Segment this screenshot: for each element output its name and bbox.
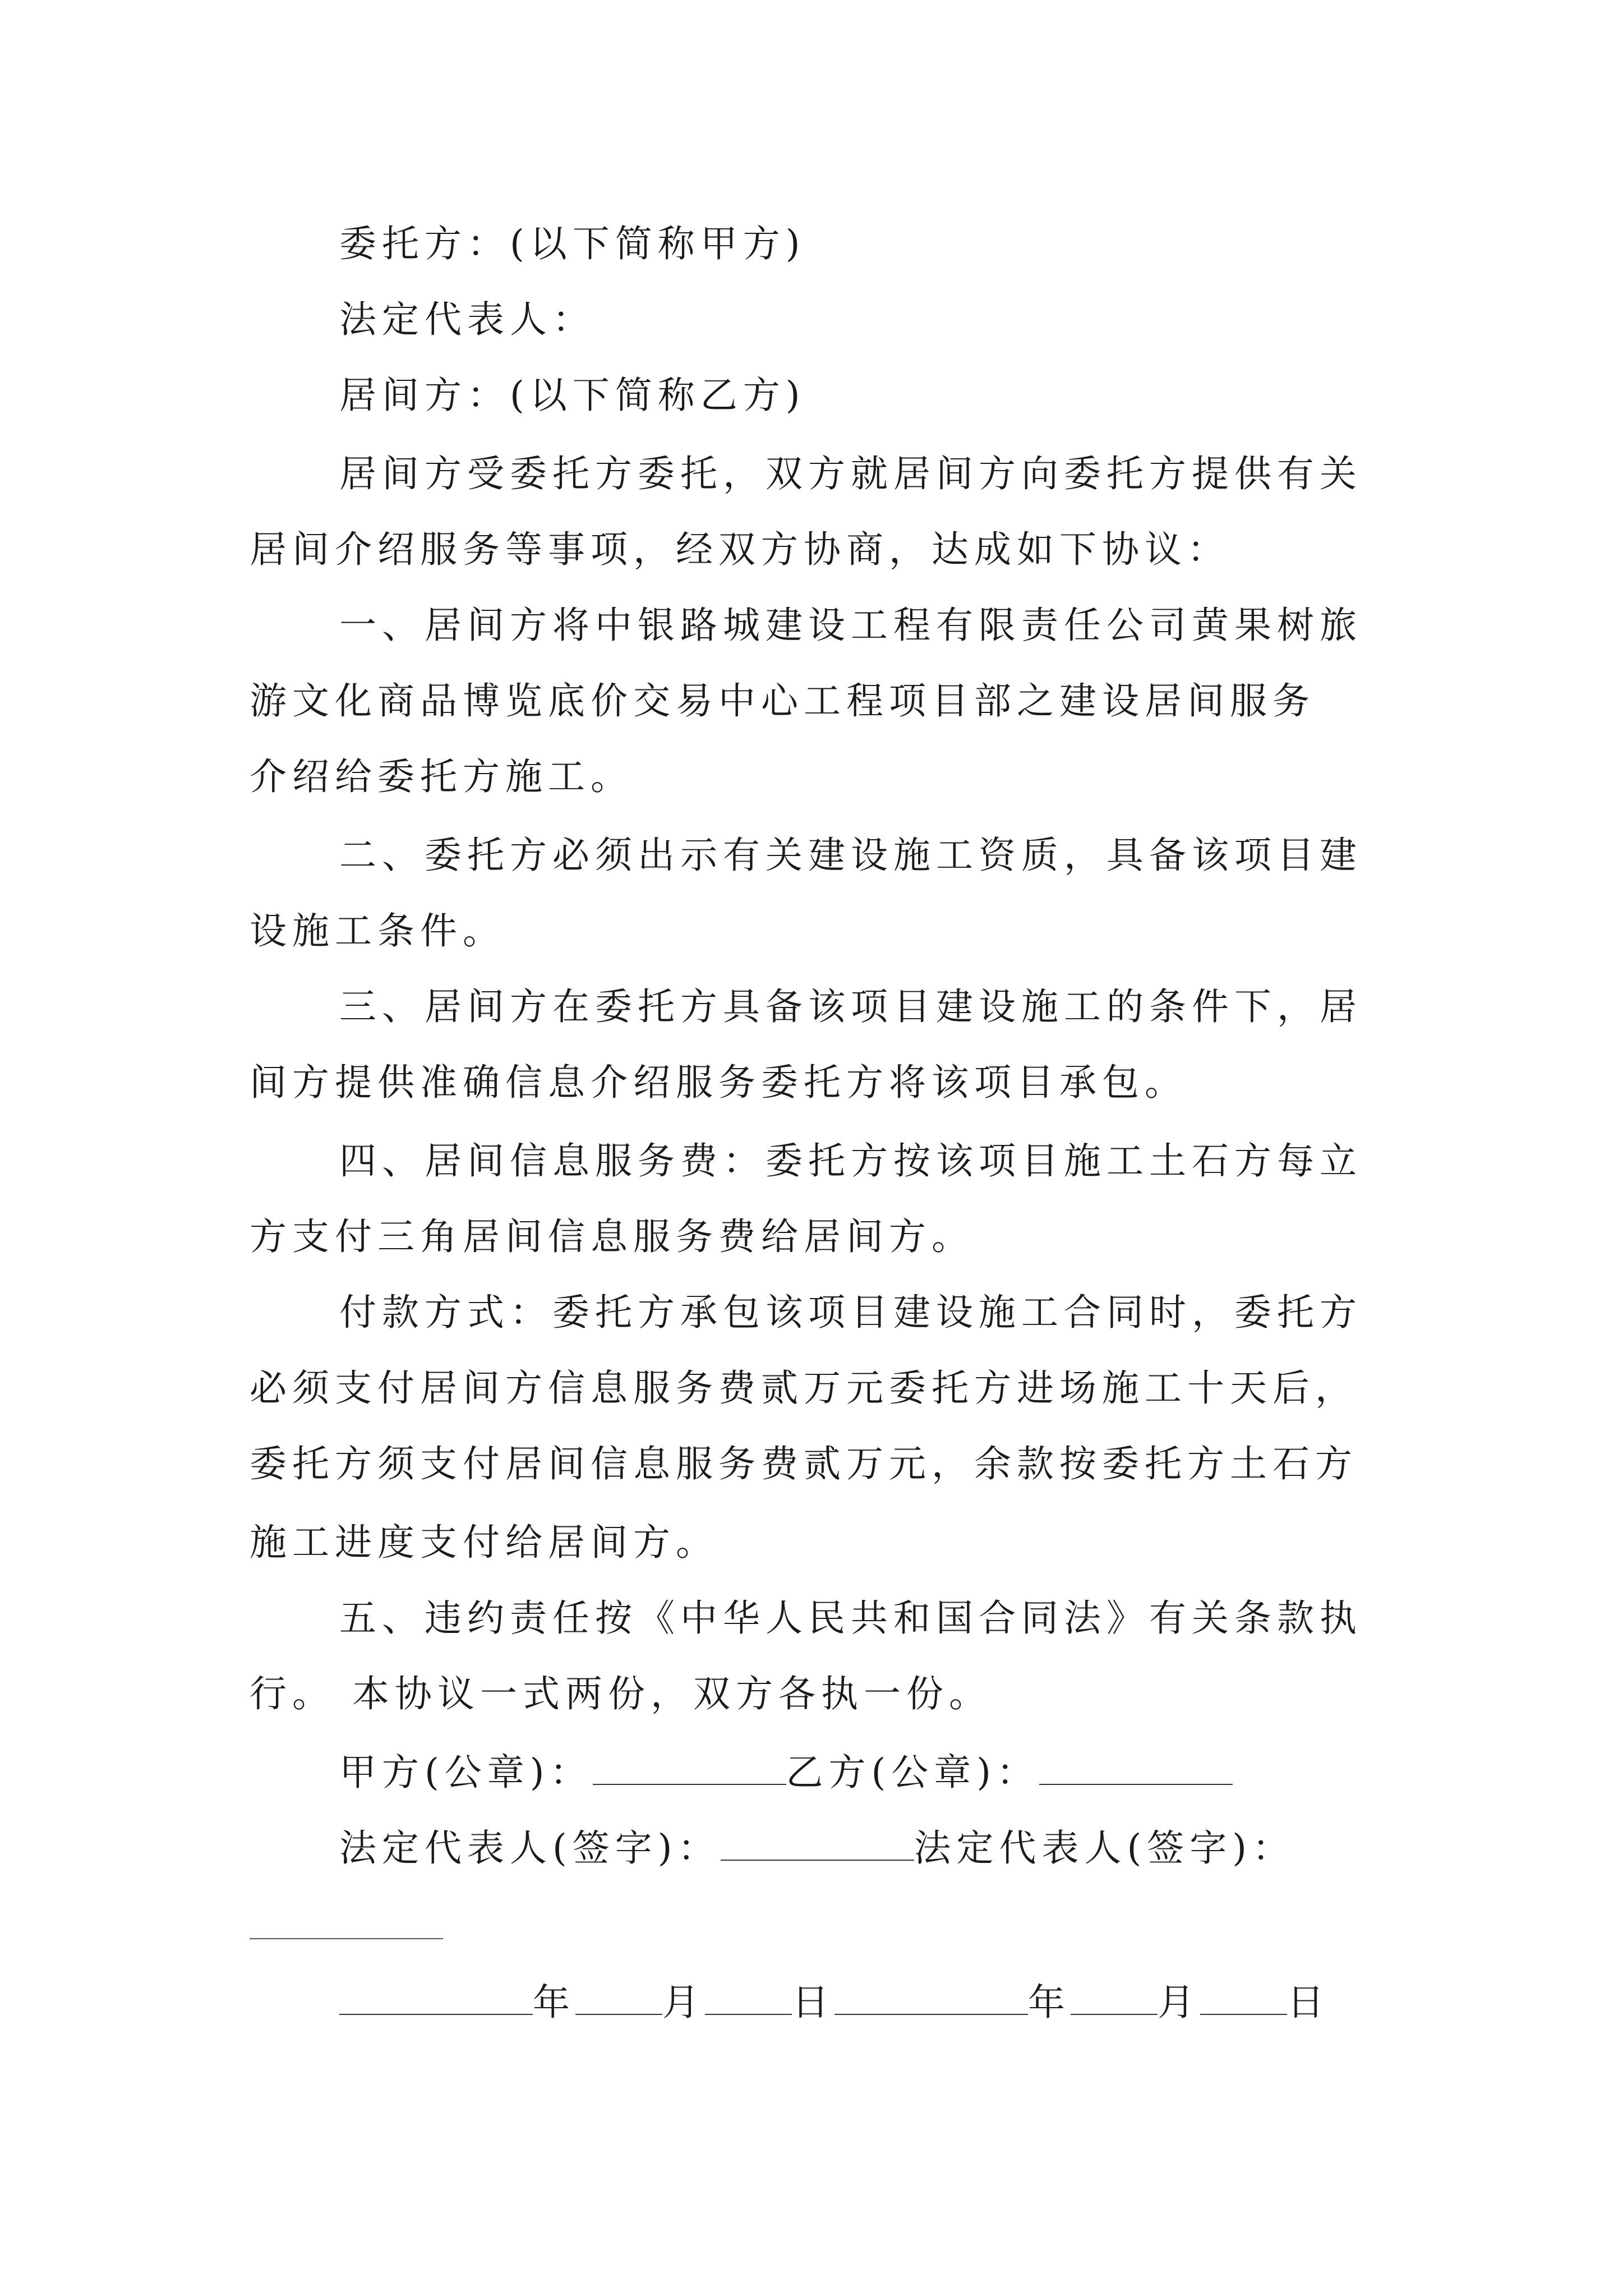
intermediary-party-line: 居间方：(以下简称乙方) xyxy=(339,374,806,417)
date-line xyxy=(339,1975,1330,2031)
legal-rep-sign-a-blank xyxy=(721,1824,914,1861)
clause-2-line-1: 二、委托方必须出示有关建设施工资质，具备该项目建 xyxy=(339,834,1362,877)
clause-3-line-1: 三、居间方在委托方具备该项目建设施工的条件下，居 xyxy=(339,985,1362,1028)
clause-2-line-2: 设施工条件。 xyxy=(250,909,505,953)
date-b-year-blank xyxy=(834,1978,1028,2015)
date-b-day-label: 日 xyxy=(1287,1981,1330,2024)
date-a-year-blank xyxy=(339,1978,533,2015)
party-b-seal-blank xyxy=(1039,1748,1233,1785)
payment-line-1: 付款方式：委托方承包该项目建设施工合同时，委托方 xyxy=(339,1291,1362,1334)
legal-rep-sign-b-label: 法定代表人(签字)： xyxy=(914,1826,1295,1870)
clause-4-line-2: 方支付三角居间信息服务费给居间方。 xyxy=(250,1215,974,1258)
date-b-year-label: 年 xyxy=(1028,1981,1071,2024)
party-a-seal-blank xyxy=(593,1748,786,1785)
date-b-day-blank xyxy=(1200,1978,1287,2015)
party-b-seal-label: 乙方(公章)： xyxy=(786,1751,1039,1794)
date-a-month-label: 月 xyxy=(662,1981,705,2024)
clause-5-line-1: 五、违约责任按《中华人民共和国合同法》有关条款执 xyxy=(339,1596,1362,1640)
intro-line-2: 居间介绍服务等事项，经双方协商，达成如下协议： xyxy=(250,528,1230,571)
date-a-day-label: 日 xyxy=(792,1981,834,2024)
date-b-month-label: 月 xyxy=(1158,1981,1200,2024)
party-a-seal-label: 甲方(公章)： xyxy=(339,1751,593,1794)
clause-3-line-2: 间方提供准确信息介绍服务委托方将该项目承包。 xyxy=(250,1061,1187,1104)
legal-rep-sign-b-blank xyxy=(250,1938,443,1939)
payment-line-4: 施工进度支付给居间方。 xyxy=(250,1521,718,1564)
payment-line-2: 必须支付居间方信息服务费贰万元委托方进场施工十天后， xyxy=(250,1366,1358,1410)
legal-rep-sign-line xyxy=(339,1820,1295,1876)
intro-line-1: 居间方受委托方委托，双方就居间方向委托方提供有关 xyxy=(339,452,1362,495)
legal-rep-sign-a-label: 法定代表人(签字)： xyxy=(339,1826,721,1870)
clause-1-line-1: 一、居间方将中银路城建设工程有限责任公司黄果树旅 xyxy=(339,604,1362,647)
clause-1-line-2: 游文化商品博览底价交易中心工程项目部之建设居间服务 xyxy=(250,679,1315,723)
date-a-year-label: 年 xyxy=(533,1981,575,2024)
legal-rep-line: 法定代表人： xyxy=(339,298,595,341)
date-a-day-blank xyxy=(705,1978,792,2015)
clause-1-line-3: 介绍给委托方施工。 xyxy=(250,755,633,798)
date-a-month-blank xyxy=(575,1978,662,2015)
seal-line xyxy=(339,1745,1233,1801)
date-b-month-blank xyxy=(1071,1978,1158,2015)
entrusting-party-line: 委托方：(以下简称甲方) xyxy=(339,222,806,265)
clause-5-line-2: 行。 本协议一式两份，双方各执一份。 xyxy=(250,1672,992,1715)
payment-line-3: 委托方须支付居间信息服务费贰万元，余款按委托方土石方 xyxy=(250,1442,1358,1485)
clause-4-line-1: 四、居间信息服务费：委托方按该项目施工土石方每立 xyxy=(339,1139,1362,1182)
